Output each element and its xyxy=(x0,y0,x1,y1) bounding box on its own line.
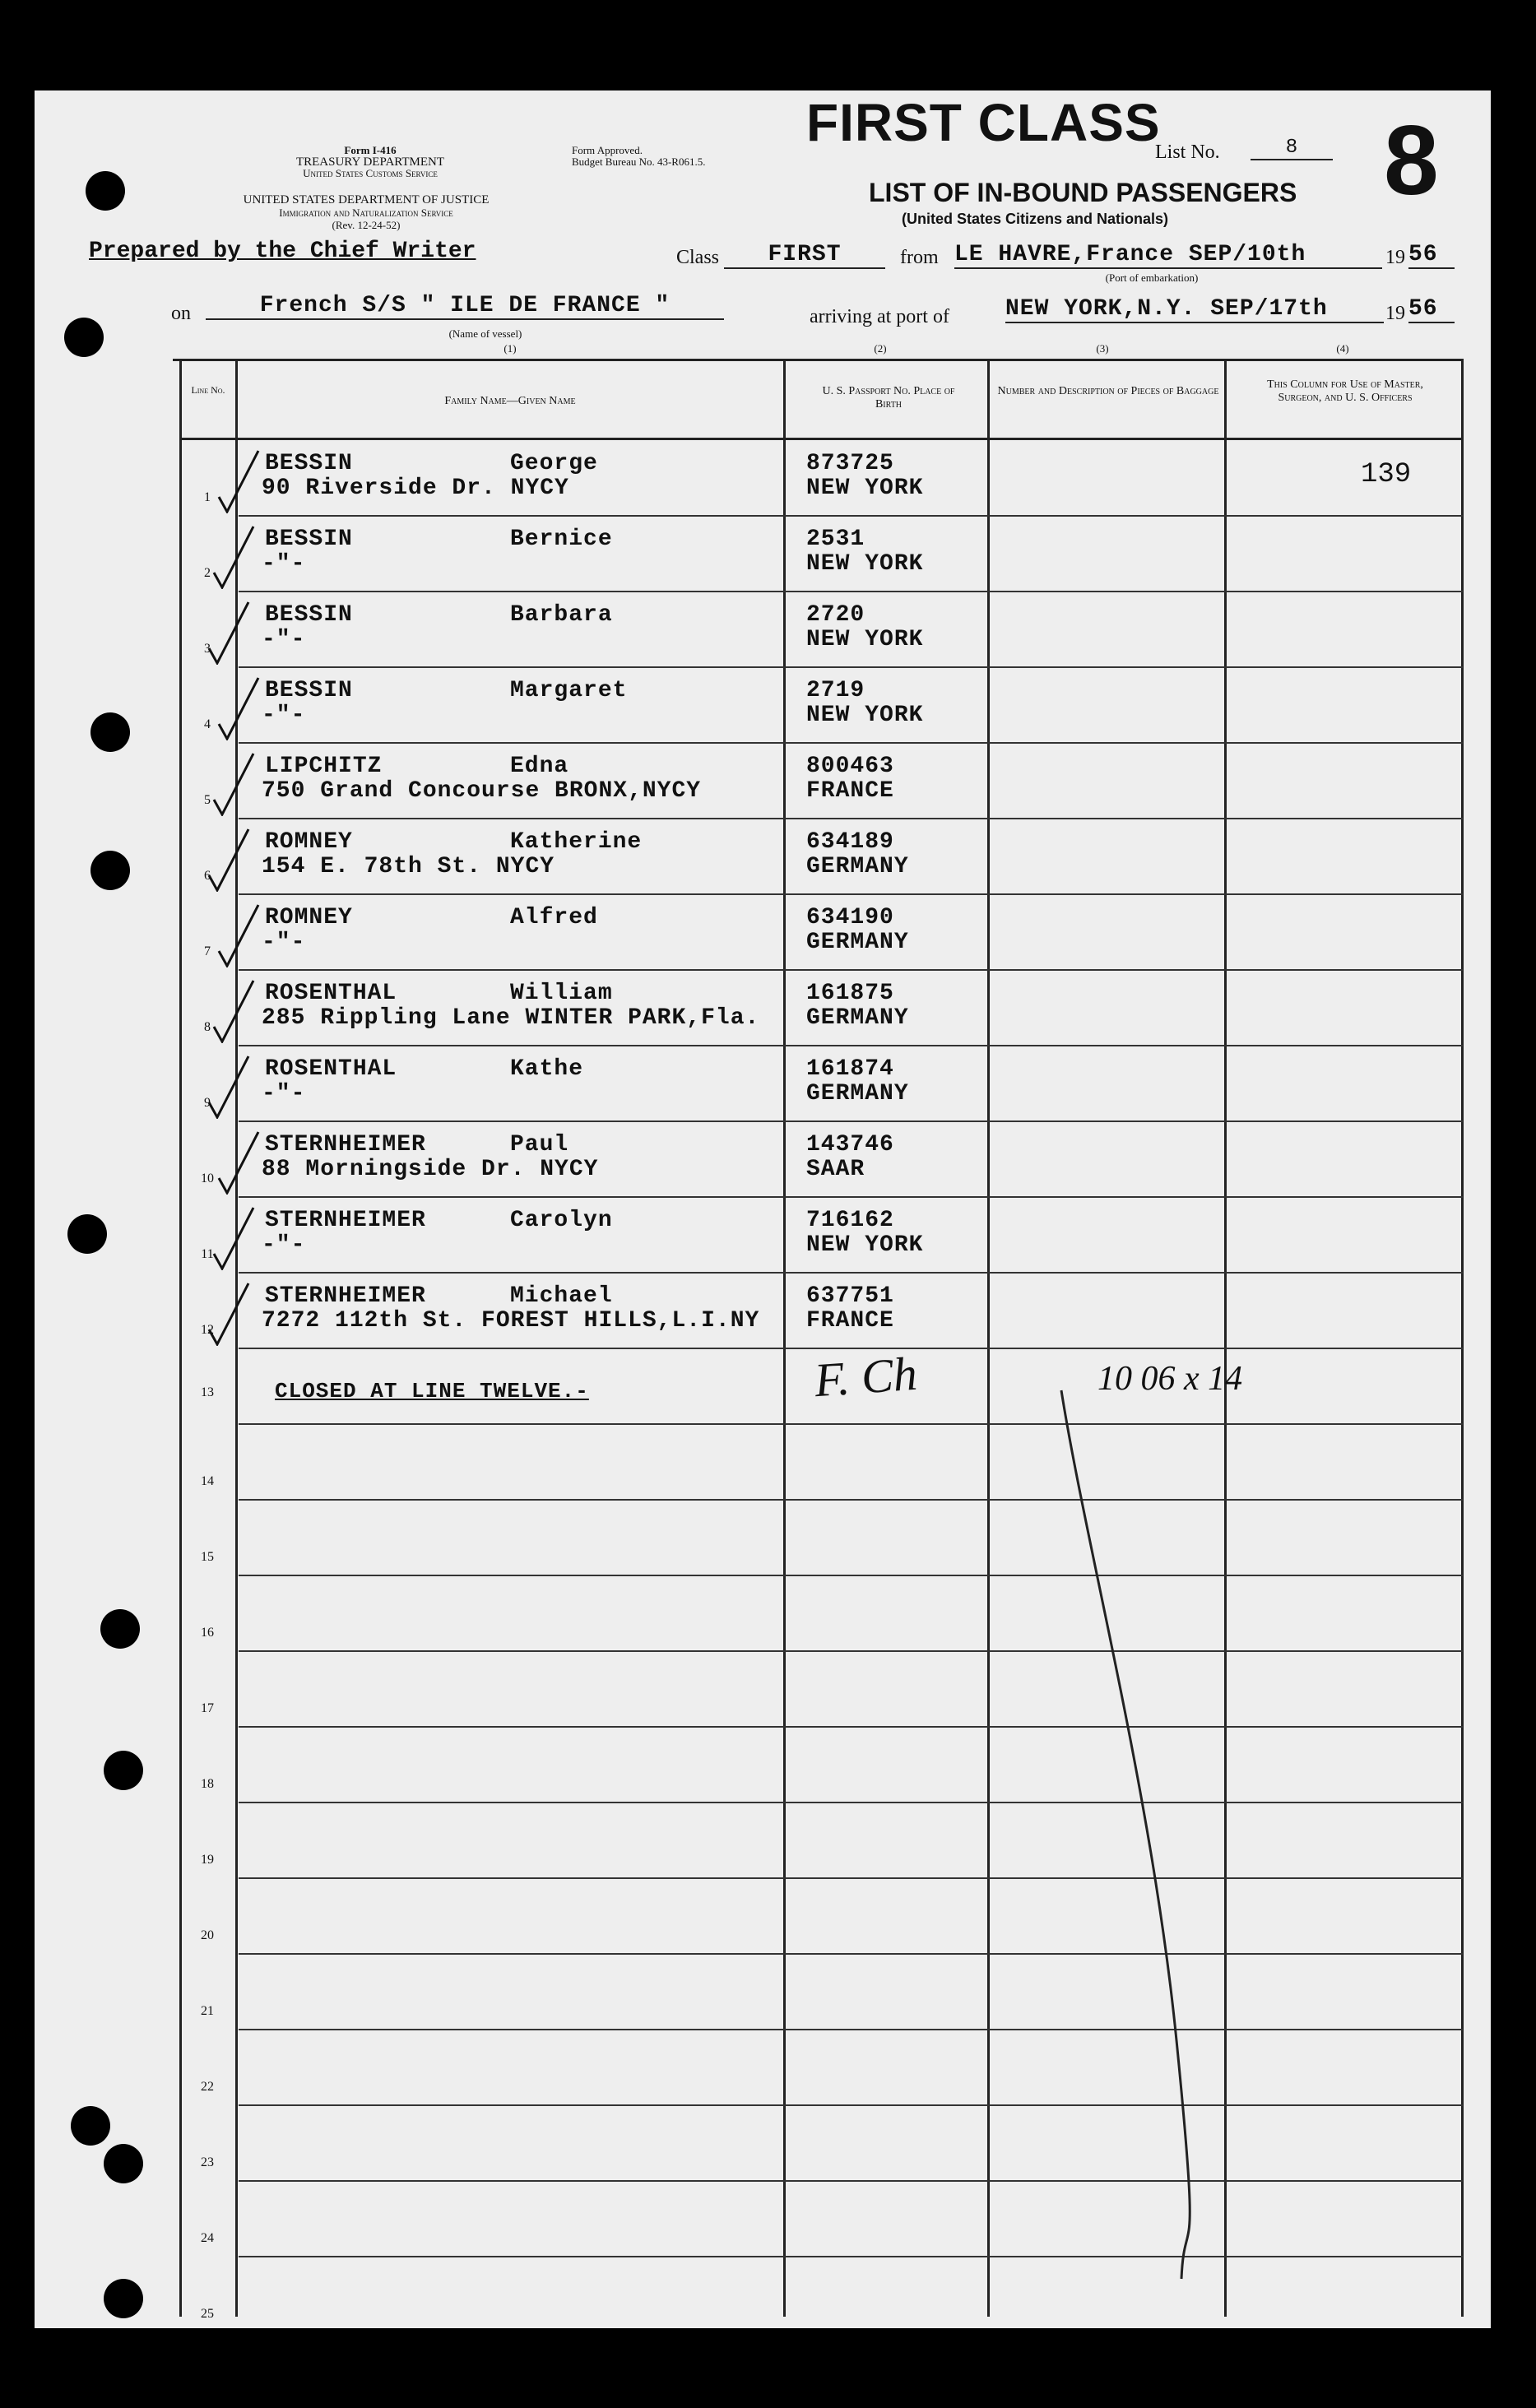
form-id-block xyxy=(247,145,494,179)
line-number: 16 xyxy=(201,1626,214,1640)
given-name: Paul xyxy=(510,1132,569,1158)
row-rule xyxy=(239,1575,1463,1576)
family-name: STERNHEIMER xyxy=(265,1208,426,1233)
given-name: Margaret xyxy=(510,678,628,703)
row-rule xyxy=(239,1272,1463,1274)
form-revision: (Rev. 12-24-52) xyxy=(332,219,401,231)
check-mark xyxy=(211,750,257,816)
punch-hole xyxy=(104,2279,143,2318)
check-mark xyxy=(216,675,262,740)
check-mark xyxy=(216,902,262,967)
header-baggage: Number and Description of Pieces of Baggage xyxy=(997,385,1219,397)
passport-number: 800463 xyxy=(806,754,894,779)
row-rule xyxy=(239,2180,1463,2182)
line-number: 15 xyxy=(201,1550,214,1564)
given-name: Katherine xyxy=(510,829,643,855)
row-rule xyxy=(239,1650,1463,1652)
place-of-birth: NEW YORK xyxy=(806,1232,924,1258)
place-of-birth: FRANCE xyxy=(806,1308,894,1334)
address: 88 Morningside Dr. NYCY xyxy=(262,1157,599,1182)
passport-number: 873725 xyxy=(806,451,894,476)
address: -"- xyxy=(262,627,306,652)
family-name: ROMNEY xyxy=(265,829,353,855)
given-name: George xyxy=(510,451,598,476)
row-rule xyxy=(239,1499,1463,1501)
place-of-birth: SAAR xyxy=(806,1157,865,1182)
passport-number: 2719 xyxy=(806,678,865,703)
check-mark xyxy=(216,448,262,513)
line-number: 18 xyxy=(201,1777,214,1791)
check-mark xyxy=(211,1204,257,1270)
table-top-rule xyxy=(173,359,1463,361)
list-no-value: 8 xyxy=(1251,137,1333,160)
address: -"- xyxy=(262,1232,306,1258)
header-line-no: Line No. xyxy=(191,384,225,396)
check-mark xyxy=(206,826,252,892)
given-name: Carolyn xyxy=(510,1208,613,1233)
punch-hole xyxy=(90,712,130,752)
arriving-label: arriving at port of xyxy=(810,306,949,327)
line-number: 4 xyxy=(204,717,211,731)
ins-service: Immigration and Naturalization Service xyxy=(279,206,453,219)
row-rule xyxy=(239,1726,1463,1728)
col-rule-officers xyxy=(1224,359,1227,2317)
family-name: ROMNEY xyxy=(265,905,353,930)
justice-department: UNITED STATES DEPARTMENT OF JUSTICE xyxy=(243,193,490,206)
punch-hole xyxy=(104,1751,143,1790)
customs-service: United States Customs Service xyxy=(303,167,438,179)
approval-block xyxy=(572,145,705,168)
given-name: Kathe xyxy=(510,1056,584,1082)
row-rule xyxy=(239,742,1463,744)
punch-hole xyxy=(86,171,125,211)
line-number: 23 xyxy=(201,2155,214,2169)
vessel-value: French S/S " ILE DE FRANCE " xyxy=(206,293,724,320)
check-mark xyxy=(206,599,252,665)
row-rule xyxy=(239,591,1463,592)
closing-statement: CLOSED AT LINE TWELVE.- xyxy=(275,1379,589,1404)
list-no-label: List No. xyxy=(1155,142,1220,163)
place-of-birth: NEW YORK xyxy=(806,551,924,577)
row-rule xyxy=(239,1120,1463,1122)
address: -"- xyxy=(262,1081,306,1107)
col-rule-passport xyxy=(783,359,786,2317)
col-num-3: (3) xyxy=(1096,342,1109,355)
given-name: Edna xyxy=(510,754,569,779)
row-rule xyxy=(239,1877,1463,1879)
row-rule xyxy=(239,893,1463,895)
given-name: Bernice xyxy=(510,527,613,552)
budget-bureau: Budget Bureau No. 43-R061.5. xyxy=(572,155,706,168)
form-number: Form I-416 xyxy=(344,144,397,156)
row-rule xyxy=(239,2104,1463,2106)
list-title: LIST OF IN-BOUND PASSENGERS xyxy=(869,178,1297,207)
check-mark xyxy=(211,977,257,1043)
check-mark xyxy=(211,523,257,589)
place-of-birth: GERMANY xyxy=(806,930,909,955)
vessel-caption: (Name of vessel) xyxy=(448,327,522,340)
table-left-rule xyxy=(179,359,182,2317)
line-number: 20 xyxy=(201,1928,214,1942)
row-rule xyxy=(239,666,1463,668)
family-name: BESSIN xyxy=(265,602,353,628)
line-number: 21 xyxy=(201,2004,214,2018)
list-subtitle: (United States Citizens and Nationals) xyxy=(902,211,1169,227)
row-rule xyxy=(239,1802,1463,1803)
col-rule-baggage xyxy=(987,359,990,2317)
handwritten-time: 10 06 x 14 xyxy=(1097,1360,1243,1398)
punch-hole xyxy=(67,1214,107,1254)
big-list-number: 8 xyxy=(1384,105,1439,216)
line-number: 12 xyxy=(201,1323,214,1337)
row-rule xyxy=(239,1045,1463,1046)
check-mark xyxy=(216,1129,262,1195)
arrival-value: NEW YORK,N.Y. SEP/17th xyxy=(1005,296,1384,323)
passport-number: 637751 xyxy=(806,1283,894,1309)
place-of-birth: NEW YORK xyxy=(806,703,924,728)
given-name: Barbara xyxy=(510,602,613,628)
passport-number: 161874 xyxy=(806,1056,894,1082)
col-num-2: (2) xyxy=(874,342,887,355)
from-value: LE HAVRE,France SEP/10th xyxy=(954,242,1382,269)
punch-hole xyxy=(64,318,104,357)
family-name: LIPCHITZ xyxy=(265,754,383,779)
from-label: from xyxy=(900,247,939,268)
place-of-birth: NEW YORK xyxy=(806,476,924,501)
family-name: BESSIN xyxy=(265,451,353,476)
passport-number: 161875 xyxy=(806,981,894,1006)
place-of-birth: GERMANY xyxy=(806,1005,909,1031)
handwritten-signature: F. Ch xyxy=(812,1346,919,1408)
given-name: Alfred xyxy=(510,905,598,930)
form-approved: Form Approved. xyxy=(572,144,643,156)
place-of-birth: FRANCE xyxy=(806,778,894,804)
justice-block xyxy=(173,194,559,231)
table-right-rule xyxy=(1461,359,1464,2317)
officer-note: 139 xyxy=(1361,459,1412,490)
year-value-2: 56 xyxy=(1408,296,1455,323)
line-number: 14 xyxy=(201,1474,214,1488)
header-bottom-rule xyxy=(179,438,1463,440)
row-rule xyxy=(239,2256,1463,2257)
col-num-1: (1) xyxy=(503,342,517,355)
address: 750 Grand Concourse BRONX,NYCY xyxy=(262,778,702,804)
family-name: ROSENTHAL xyxy=(265,1056,397,1082)
line-number: 8 xyxy=(204,1020,211,1034)
check-mark xyxy=(206,1053,252,1119)
row-rule xyxy=(239,969,1463,971)
class-label: Class xyxy=(676,247,720,268)
header-officers: This Column for Use of Master, Surgeon, and U. S. Officers xyxy=(1267,378,1423,404)
prepared-by: Prepared by the Chief Writer xyxy=(89,239,476,264)
header-name: Family Name—Given Name xyxy=(444,395,576,407)
line-number: 9 xyxy=(204,1096,211,1110)
passport-number: 143746 xyxy=(806,1132,894,1158)
passport-number: 2531 xyxy=(806,527,865,552)
place-of-birth: NEW YORK xyxy=(806,627,924,652)
row-rule xyxy=(239,818,1463,819)
punch-hole xyxy=(104,2144,143,2183)
check-mark xyxy=(206,1280,252,1346)
passport-number: 2720 xyxy=(806,602,865,628)
line-number: 10 xyxy=(201,1172,214,1185)
header-passport: U. S. Passport No. Place of Birth xyxy=(822,385,955,411)
given-name: Michael xyxy=(510,1283,613,1309)
on-label: on xyxy=(171,303,191,324)
passport-number: 634190 xyxy=(806,905,894,930)
family-name: STERNHEIMER xyxy=(265,1132,426,1158)
place-of-birth: GERMANY xyxy=(806,1081,909,1107)
line-number: 11 xyxy=(201,1247,214,1261)
line-number: 13 xyxy=(201,1385,214,1399)
year-value-1: 56 xyxy=(1408,242,1455,269)
col-num-4: (4) xyxy=(1336,342,1349,355)
given-name: William xyxy=(510,981,613,1006)
address: 154 E. 78th St. NYCY xyxy=(262,854,555,879)
line-number: 19 xyxy=(201,1853,214,1867)
line-number: 1 xyxy=(204,490,211,504)
pen-stroke xyxy=(1053,1382,1201,2287)
line-number: 3 xyxy=(204,642,211,656)
port-embark-caption: (Port of embarkation) xyxy=(1105,271,1199,284)
class-value: FIRST xyxy=(724,242,885,269)
address: 90 Riverside Dr. NYCY xyxy=(262,476,569,501)
row-rule xyxy=(239,2029,1463,2030)
family-name: BESSIN xyxy=(265,678,353,703)
line-number: 25 xyxy=(201,2307,214,2321)
line-number: 5 xyxy=(204,793,211,807)
family-name: STERNHEIMER xyxy=(265,1283,426,1309)
row-rule xyxy=(239,515,1463,517)
line-number: 22 xyxy=(201,2080,214,2094)
year-prefix-1: 19 xyxy=(1385,247,1405,268)
row-rule xyxy=(239,1348,1463,1349)
punch-hole xyxy=(100,1609,140,1649)
passport-number: 634189 xyxy=(806,829,894,855)
address: -"- xyxy=(262,930,306,955)
line-number: 7 xyxy=(204,944,211,958)
passport-number: 716162 xyxy=(806,1208,894,1233)
family-name: BESSIN xyxy=(265,527,353,552)
punch-hole xyxy=(71,2106,110,2146)
line-number: 6 xyxy=(204,869,211,883)
line-number: 24 xyxy=(201,2231,214,2245)
row-rule xyxy=(239,1953,1463,1955)
first-class-stamp: FIRST CLASS xyxy=(806,93,1161,152)
address: 7272 112th St. FOREST HILLS,L.I.NY xyxy=(262,1308,760,1334)
address: -"- xyxy=(262,551,306,577)
family-name: ROSENTHAL xyxy=(265,981,397,1006)
treasury-department: TREASURY DEPARTMENT xyxy=(295,155,445,169)
row-rule xyxy=(239,1423,1463,1425)
address: 285 Rippling Lane WINTER PARK,Fla. xyxy=(262,1005,760,1031)
address: -"- xyxy=(262,703,306,728)
year-prefix-2: 19 xyxy=(1385,303,1405,324)
line-number: 2 xyxy=(204,566,211,580)
punch-hole xyxy=(90,851,130,890)
row-rule xyxy=(239,1196,1463,1198)
place-of-birth: GERMANY xyxy=(806,854,909,879)
line-number: 17 xyxy=(201,1701,214,1715)
